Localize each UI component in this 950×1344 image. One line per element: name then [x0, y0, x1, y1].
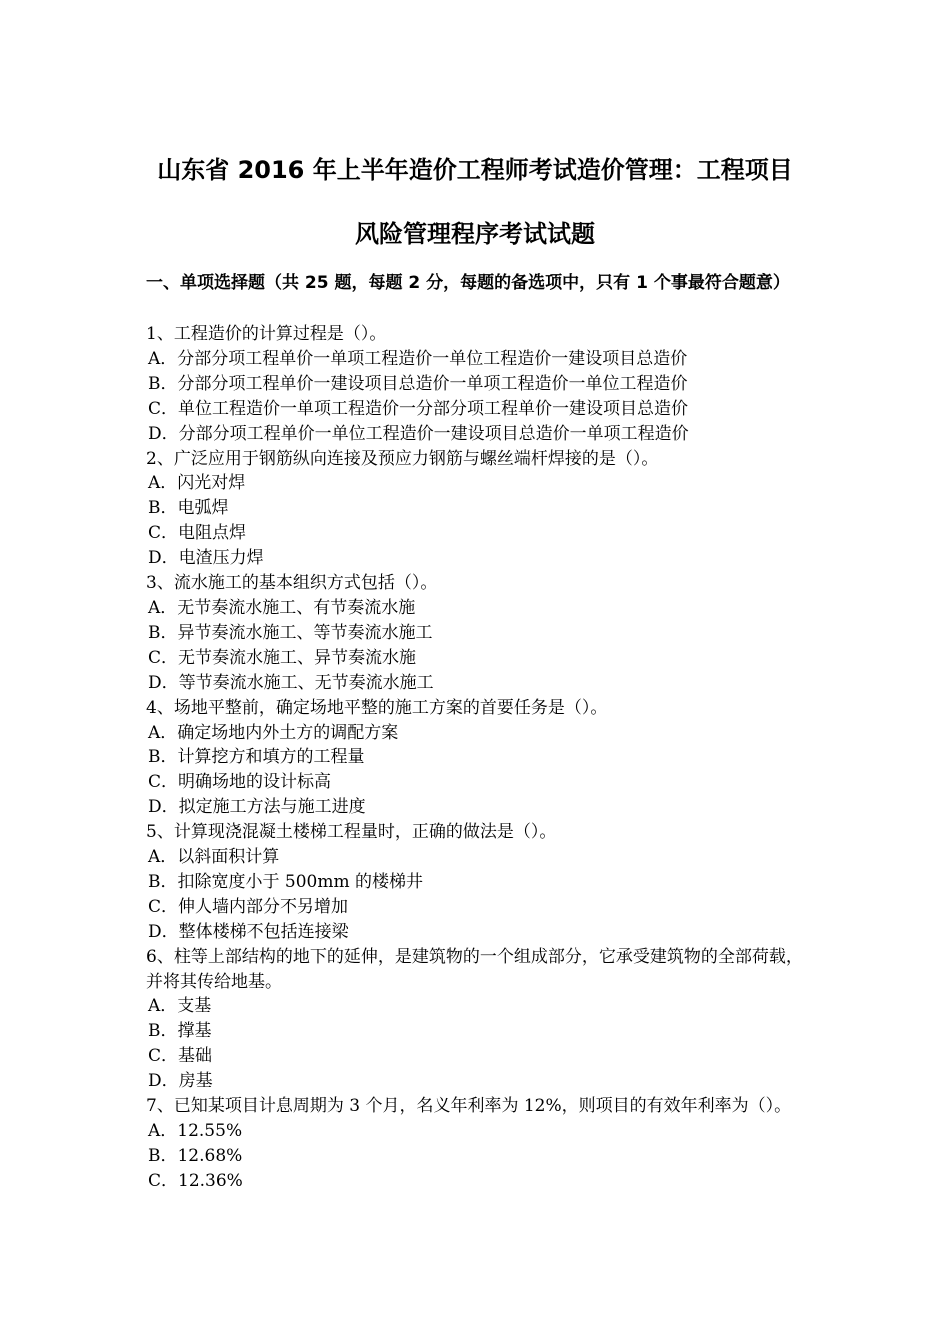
option-a: A．12.55% — [148, 1121, 243, 1141]
option-b: B．电弧焊 — [148, 498, 229, 519]
option-c: C．单位工程造价一单项工程造价一分部分项工程单价一建设项目总造价 — [148, 398, 689, 419]
option-a: A．闪光对焊 — [148, 473, 246, 494]
question-stem: 4、场地平整前，确定场地平整的施工方案的首要任务是（）。 — [146, 697, 608, 718]
question-stem: 5、计算现浇混凝土楼梯工程量时，正确的做法是（）。 — [146, 822, 557, 843]
question-stem: 1、工程造价的计算过程是（）。 — [146, 324, 387, 344]
option-d: D．电渣压力焊 — [148, 548, 264, 569]
question-stem: 7、已知某项目计息周期为 3 个月，名义年利率为 12%，则项目的有效年利率为（）。 — [146, 1096, 792, 1117]
question-stem: 6、柱等上部结构的地下的延伸，是建筑物的一个组成部分，它承受建筑物的全部荷载，并将其传给地基。 — [146, 946, 803, 992]
option-c: C．伸人墙内部分不另增加 — [148, 896, 349, 917]
option-a: A．以斜面积计算 — [148, 847, 280, 868]
question-6 — [146, 945, 816, 1094]
option-c: C．基础 — [148, 1046, 213, 1067]
option-c: C．无节奏流水施工、异节奏流水施 — [148, 647, 417, 668]
option-c: C．12.36% — [148, 1170, 243, 1191]
question-3 — [146, 571, 816, 696]
option-b: B．分部分项工程单价一建设项目总造价一单项工程造价一单位工程造价 — [148, 373, 688, 394]
question-list — [146, 322, 816, 1194]
question-5 — [146, 820, 816, 945]
option-d: D．等节奏流水施工、无节奏流水施工 — [148, 672, 434, 693]
title-line-2: 风险管理程序考试试题 — [355, 220, 595, 248]
title-line-1: 山东省 2016 年上半年造价工程师考试造价管理：工程项目 — [157, 156, 793, 184]
option-a: A．支基 — [148, 996, 212, 1017]
option-c: C．电阻点焊 — [148, 523, 247, 544]
option-a: A．确定场地内外土方的调配方案 — [148, 722, 399, 743]
option-b: B．扣除宽度小于 500mm 的楼梯井 — [148, 871, 423, 892]
question-1 — [146, 322, 816, 447]
option-d: D．分部分项工程单价一单位工程造价一建设项目总造价一单项工程造价 — [148, 423, 689, 444]
option-b: B．计算挖方和填方的工程量 — [148, 747, 365, 768]
option-a: A．无节奏流水施工、有节奏流水施 — [148, 597, 416, 618]
option-d: D．整体楼梯不包括连接梁 — [148, 921, 349, 942]
question-2 — [146, 447, 816, 572]
option-d: D．拟定施工方法与施工进度 — [148, 797, 366, 818]
option-c: C．明确场地的设计标高 — [148, 772, 332, 793]
question-stem: 3、流水施工的基本组织方式包括（）。 — [146, 573, 438, 594]
question-4 — [146, 696, 816, 821]
option-b: B．12.68% — [148, 1145, 243, 1166]
question-7 — [146, 1094, 816, 1194]
option-b: B．撑基 — [148, 1021, 212, 1042]
document-title — [110, 138, 840, 266]
option-d: D．房基 — [148, 1071, 213, 1092]
option-b: B．异节奏流水施工、等节奏流水施工 — [148, 622, 433, 643]
section-heading: 一、单项选择题（共 25 题，每题 2 分，每题的备选项中，只有 1 个事最符合题意） — [146, 273, 790, 293]
question-stem: 2、广泛应用于钢筋纵向连接及预应力钢筋与螺丝端杆焊接的是（）。 — [146, 448, 659, 469]
option-a: A．分部分项工程单价一单项工程造价一单位工程造价一建设项目总造价 — [148, 348, 688, 369]
